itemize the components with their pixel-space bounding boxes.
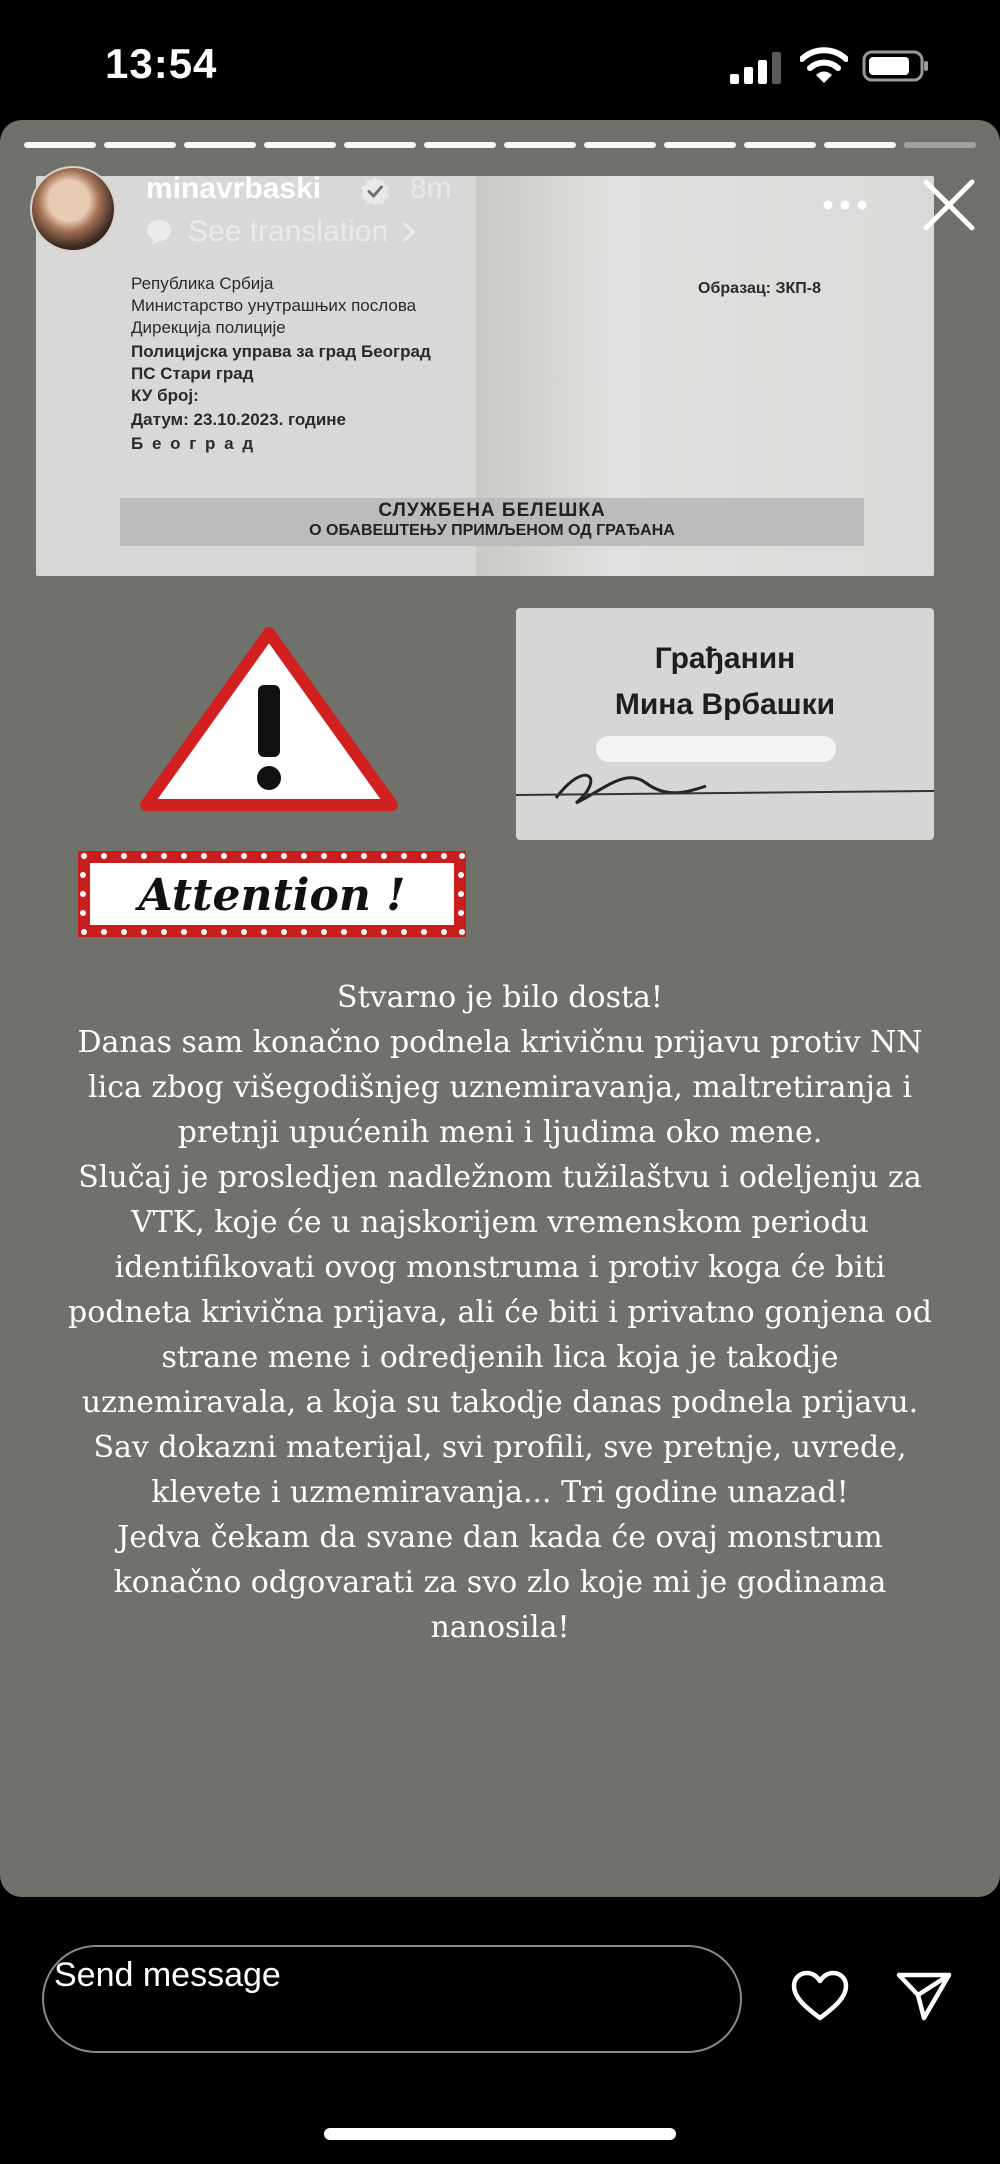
story-line: pretnji upućenih meni i ljudima oko mene.	[177, 1115, 823, 1150]
close-icon[interactable]	[918, 174, 980, 236]
story-line: VTK, koje će u najskorijem vremenskom periodu	[131, 1205, 869, 1240]
story-header	[0, 120, 1000, 260]
doc-form-code: Образац: ЗКП-8	[698, 280, 821, 297]
doc-line: Дирекција полиције	[131, 318, 286, 337]
send-message-placeholder: Send message	[54, 1956, 281, 1994]
story-line: klevete i uzmemiravanja... Tri godine unazad!	[151, 1475, 849, 1510]
username[interactable]: minavrbaski	[146, 172, 322, 205]
story-line: Jedva čekam da svane dan kada će ovaj monstrum	[117, 1520, 883, 1555]
signature-card	[516, 608, 934, 840]
see-translation-label: See translation	[188, 215, 389, 248]
post-time: 8m	[410, 172, 452, 205]
doc-line: Република Србија	[131, 274, 274, 293]
speech-bubble-icon	[144, 217, 174, 247]
home-indicator[interactable]	[324, 2128, 676, 2140]
story-line: strane mene i odredjenih lica koja je takodje	[161, 1340, 839, 1375]
story-text	[24, 975, 976, 1650]
doc-line: КУ број:	[131, 386, 199, 405]
battery-icon	[862, 50, 930, 82]
story-line: Sav dokazni materijal, svi profili, sve pretnje, uvrede,	[93, 1430, 907, 1465]
more-options-icon[interactable]	[820, 190, 870, 220]
story-line: Danas sam konačno podnela krivičnu prijavu protiv NN	[77, 1025, 923, 1060]
cellular-signal-icon	[730, 52, 782, 84]
doc-title: СЛУЖБЕНА БЕЛЕШКА	[378, 500, 606, 521]
status-time: 13:54	[105, 40, 218, 87]
heart-icon[interactable]	[790, 1968, 850, 2024]
chevron-right-icon	[398, 221, 420, 243]
avatar[interactable]	[30, 166, 116, 252]
doc-subtitle: О ОБАВЕШТЕЊУ ПРИМЉЕНОМ ОД ГРАЂАНА	[309, 522, 675, 539]
wifi-icon	[800, 46, 848, 84]
doc-line: Министарство унутрашњих послова	[131, 296, 417, 315]
reply-bar	[0, 1920, 1000, 2060]
signature-line1: Грађанин	[654, 642, 796, 675]
exclamation-icon	[258, 685, 280, 757]
story-line: nanosila!	[430, 1610, 570, 1645]
see-translation-button[interactable]	[144, 212, 420, 252]
verified-badge-icon	[360, 176, 390, 206]
doc-line: Б е о г р а д	[131, 434, 256, 453]
doc-title-banner	[120, 498, 864, 546]
signature-scribble	[516, 608, 934, 840]
doc-line: Датум: 23.10.2023. године	[131, 410, 347, 429]
story-line: lica zbog višegodišnjeg uznemiravanja, maltretiranja i	[88, 1070, 912, 1105]
story-line: Slučaj je prosledjen nadležnom tužilaštvu i odeljenju za	[78, 1160, 922, 1195]
attention-label: Attention !	[138, 870, 406, 921]
story-line: konačno odgovarati za svo zlo koje mi je godinama	[113, 1565, 887, 1600]
story-line: identifikovati ovog monstruma i protiv koga će biti	[114, 1250, 886, 1285]
attention-sticker[interactable]	[74, 625, 470, 960]
story-card[interactable]	[0, 120, 1000, 1897]
doc-line: Полицијска управа за град Београд	[131, 342, 431, 361]
doc-line: ПС Стари град	[131, 364, 254, 383]
status-bar	[0, 0, 1000, 120]
story-line: uznemiravala, a koja su takodje danas podnela prijavu.	[81, 1385, 919, 1420]
story-line: Stvarno je bilo dosta!	[337, 980, 663, 1015]
signature-line2: Мина Врбашки	[614, 688, 836, 721]
send-icon[interactable]	[894, 1968, 954, 2024]
story-line: podneta krivična prijava, ali će biti i privatno gonjena od	[68, 1295, 932, 1330]
